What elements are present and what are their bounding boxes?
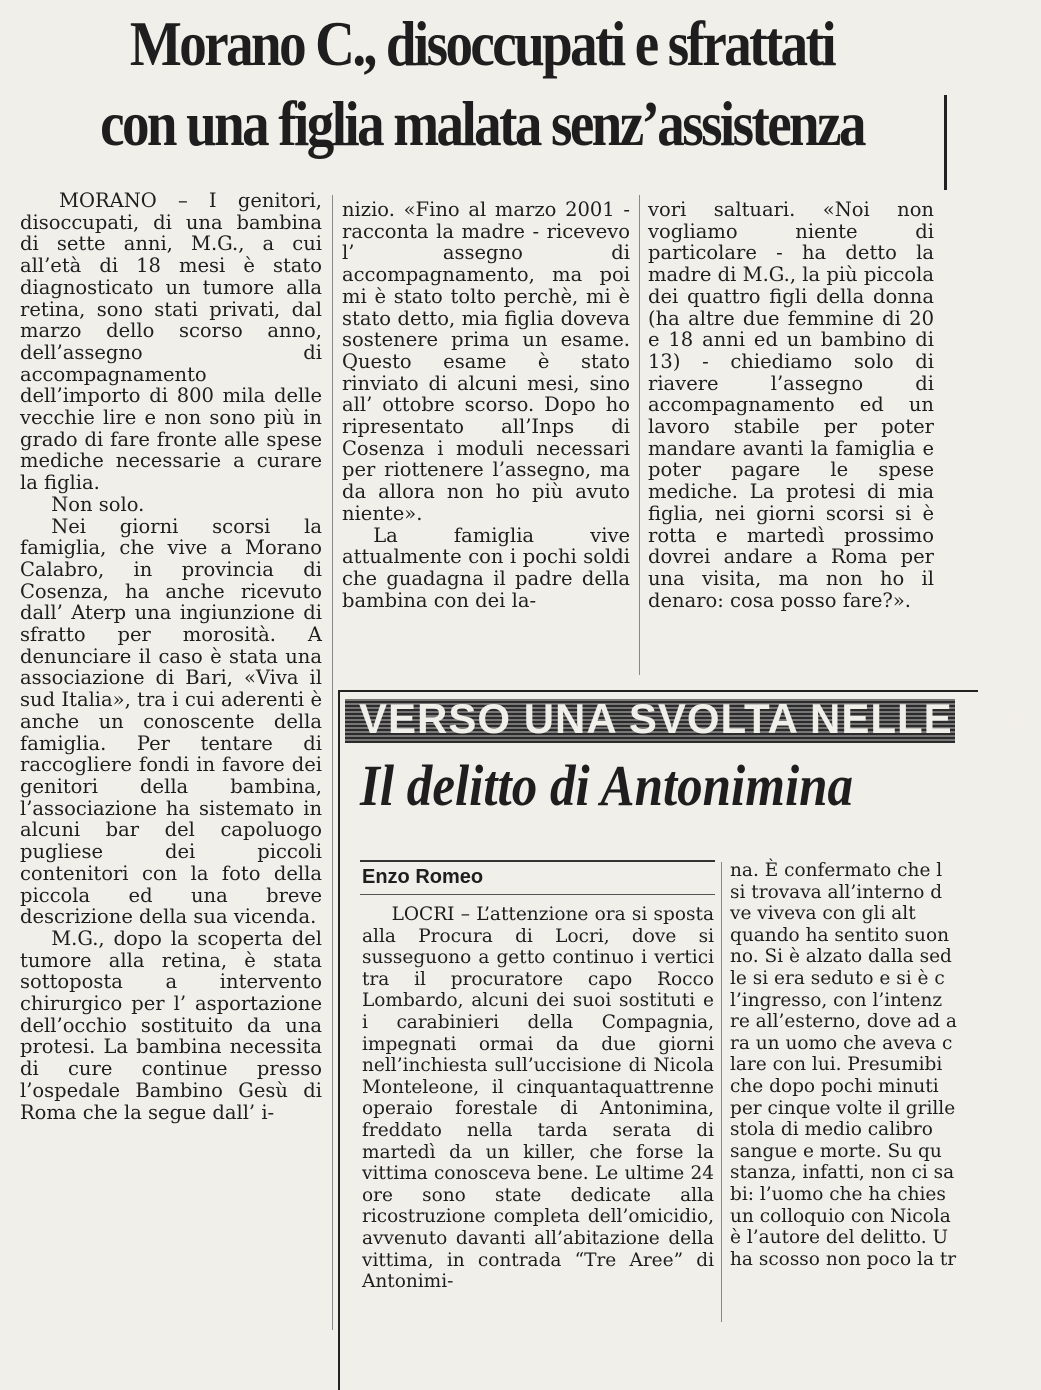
headline-line-2: con una figlia malata senz’assistenza: [100, 88, 864, 159]
boxed-article-column-1: [362, 904, 714, 1324]
byline: Enzo Romeo: [362, 866, 484, 888]
text-line: stola di medio calibro: [730, 1119, 933, 1141]
paragraph: nizio. «Fino al marzo 2001 - racconta la madre - ricevevo l’ assegno di accompagnamento, ma poi mi è stato tolto perchè, mi è stato detto, mia figlia doveva sostenere prima un esame. Questo esame è stato rinviato di alcuni mesi, sino all’ ottobre scorso. Dopo ho ripresentato all’Inps di Cosenza i moduli necessari per riottenere l’assegno, ma da allora non ho più avuto niente».: [342, 198, 630, 525]
text-line: na. È confermato che l: [730, 860, 943, 881]
byline-rule: [360, 894, 715, 895]
column-divider: [639, 195, 640, 675]
text-line: si trovava all’interno d: [730, 881, 943, 903]
paragraph: Non solo.: [51, 492, 145, 516]
text-line: quando ha sentito suon: [730, 924, 950, 946]
kicker-text: VERSO UNA SVOLTA NELLE IND: [359, 695, 1041, 742]
headline-line-1: Morano C., disoccupati e sfrattati: [129, 8, 835, 79]
byline-rule: [360, 860, 715, 862]
text-line: le si era seduto e si è c: [730, 967, 945, 989]
text-line: sangue e morte. Su qu: [730, 1140, 942, 1162]
article-column-2: [342, 199, 630, 669]
text-line: stanza, infatti, non ci sa: [730, 1162, 955, 1184]
text-line: ra un uomo che aveva c: [730, 1032, 953, 1054]
paragraph: Nei giorni scorsi la famiglia, che vive a Morano Calabro, in provincia di Cosenza, ha anche ricevuto dall’ Aterp una ingiunzione di sfratto per morosità. A denunciare il caso è stata una associazione di Bari, «Viva il sud Italia», tra i cui aderenti è anche un conoscente della famiglia. Per tentare di raccogliere fondi in favore dei genitori della bambina, l’associazione ha sistemato in alcuni bar del capoluogo pugliese dei piccoli contenitori con la foto della piccola ed una breve descrizione della sua vicenda.: [20, 514, 322, 929]
paragraph: M.G., dopo la scoperta del tumore alla retina, è stata sottoposta a intervento chirurgico per l’ asportazione dell’occhio sostituito da una protesi. La bambina necessita di cure continue presso l’ospedale Bambino Gesù di Roma che la segue dall’ i-: [20, 926, 322, 1124]
text-line: re all’esterno, dove ad a: [730, 1011, 957, 1033]
paragraph: LOCRI – L’attenzione ora si sposta alla Procura di Locri, dove si susseguono a getto continuo i vertici tra il procuratore capo Rocco Lombardo, alcuni dei suoi sostituti e i carabinieri della Compagnia, impegnati ormai da due giorni nell’inchiesta sull’uccisione di Nicola Monteleone, il cinquantaquattrenne operaio forestale di Antonimina, freddato nella tarda serata di martedì da un killer, che forse la vittima conosceva bene. Le ultime 24 ore sono state dedicate alla ricostruzione completa dell’omicidio, avvenuto davanti all’abitazione della vittima, in contrada “Tre Aree” di Antonimi-: [362, 904, 714, 1293]
article-column-3: [648, 199, 934, 677]
boxed-article-kicker: [345, 695, 1041, 743]
text-line: no. Si è alzato dalla sed: [730, 946, 952, 968]
text-line: per cinque volte il grille: [730, 1097, 956, 1119]
text-line: un colloquio con Nicola: [730, 1205, 951, 1227]
column-divider: [721, 862, 722, 1322]
headline-side-rule: [944, 95, 947, 190]
paragraph: MORANO – I genitori, disoccupati, di una bambina di sette anni, M.G., a cui all’età di 18 mesi è stato diagnosticato un tumore alla retina, sono stati privati, dal marzo dello scorso anno, dell’assegno di accompagnamento dell’importo di 800 mila delle vecchie lire e non sono più in grado di fare fronte alle spese mediche necessarie a curare la figlia.: [20, 189, 322, 495]
text-line: che dopo pochi minuti: [730, 1075, 939, 1097]
text-line: l’ingresso, con l’intenz: [730, 989, 943, 1011]
article-column-1: [20, 190, 322, 1330]
text-line: bi: l’uomo che ha chies: [730, 1183, 946, 1205]
boxed-article-title: Il delitto di Antonimina: [360, 753, 854, 818]
text-line: ve viveva con gli alt: [730, 903, 916, 925]
column-divider: [332, 195, 333, 1330]
paragraph: vori saltuari. «Noi non vogliamo niente di particolare - ha detto la madre di M.G., la più piccola dei quattro figli della donna (ha altre due femmine di 20 e 18 anni ed un bambino di 13) - chiediamo solo di riavere l’assegno di accompagnamento ed un lavoro stabile per poter mandare avanti la famiglia e poter pagare le spese mediche. La protesi di mia figlia, nei giorni scorsi si è rotta e martedì prossimo dovrei andare a Roma per una visita, ma non ho il denaro: cosa posso fare?».: [648, 198, 934, 612]
boxed-article-column-2: [730, 860, 955, 1320]
headline: [86, 4, 877, 164]
text-line: lare con lui. Presumibi: [730, 1054, 943, 1076]
text-line: è l’autore del delitto. U: [730, 1227, 949, 1249]
text-line: ha scosso non poco la tr: [730, 1248, 957, 1270]
paragraph: La famiglia vive attualmente con i pochi soldi che guadagna il padre della bambina con dei la-: [342, 523, 630, 612]
